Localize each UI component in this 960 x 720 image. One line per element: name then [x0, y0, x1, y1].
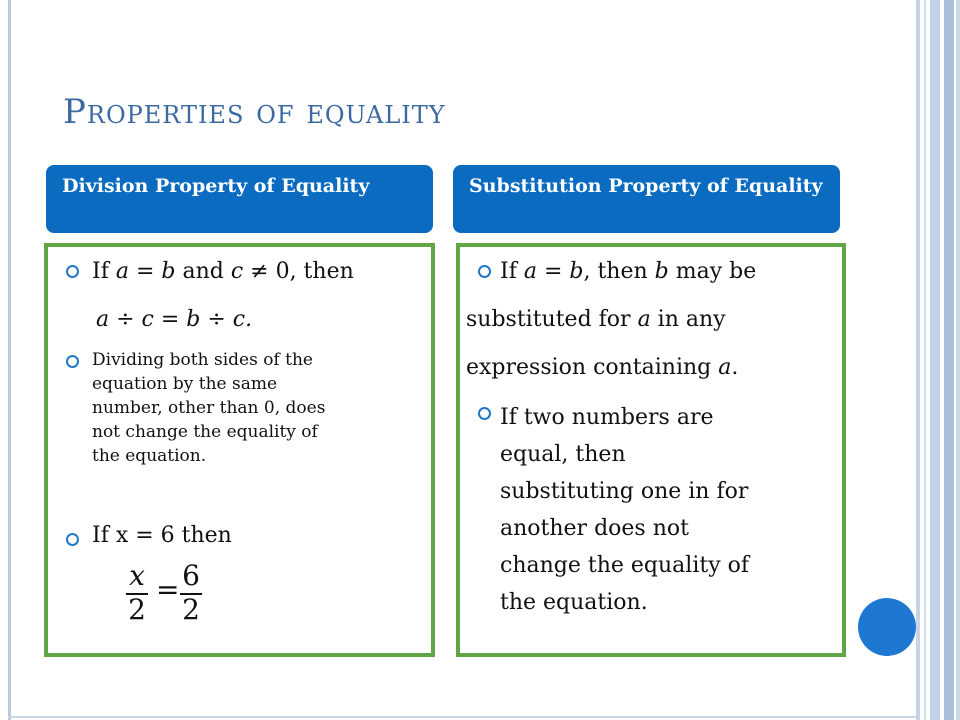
substitution-explanation	[500, 399, 749, 621]
bullet-icon	[66, 265, 79, 278]
equation-equals: =	[156, 573, 180, 606]
bullet-icon	[478, 265, 491, 278]
bullet-icon	[478, 407, 491, 420]
substitution-rule-line1: If a = b, then b may be	[500, 259, 757, 284]
slide-frame-left	[8, 0, 11, 720]
slide-title: Properties of equality	[63, 92, 446, 132]
division-rule-line2: a ÷ c = b ÷ c.	[96, 307, 253, 332]
explanation-line: number, other than 0, does	[92, 398, 326, 418]
division-property-box	[44, 243, 435, 657]
explanation-line: not change the equality of	[92, 422, 318, 442]
division-rule-line1: If a = b and c ≠ 0, then	[92, 259, 354, 284]
decorative-stripes	[916, 0, 960, 720]
division-explanation	[92, 348, 325, 468]
explanation-line: equation by the same	[92, 374, 278, 394]
equation-right-numerator: 6	[182, 559, 200, 592]
stripe	[956, 0, 960, 720]
stripe	[944, 0, 954, 720]
equation-left-numerator: x	[129, 559, 145, 592]
substitution-property-header: Substitution Property of Equality	[453, 165, 840, 233]
substitution-property-box	[456, 243, 846, 657]
decorative-circle	[858, 598, 916, 656]
example-equation	[126, 559, 216, 629]
equation-right-denominator: 2	[182, 593, 200, 626]
stripe	[924, 0, 926, 720]
bullet-icon	[66, 355, 79, 368]
explanation-line: Dividing both sides of the	[92, 350, 313, 370]
explanation-line: If two numbers are	[500, 405, 714, 430]
explanation-line: equal, then	[500, 442, 626, 467]
explanation-line: change the equality of	[500, 553, 750, 578]
substitution-rule-line2: substituted for a in any	[466, 307, 726, 332]
stripe	[930, 0, 940, 720]
bullet-icon	[66, 533, 79, 546]
slide-frame-bottom	[8, 716, 920, 718]
stripe	[916, 0, 920, 720]
division-property-header: Division Property of Equality	[46, 165, 433, 233]
explanation-line: the equation.	[500, 590, 648, 615]
explanation-line: the equation.	[92, 446, 207, 466]
equation-left-denominator: 2	[128, 593, 146, 626]
example-text: If x = 6 then	[92, 523, 232, 548]
explanation-line: another does not	[500, 516, 689, 541]
explanation-line: substituting one in for	[500, 479, 749, 504]
substitution-rule-line3: expression containing a.	[466, 355, 739, 380]
